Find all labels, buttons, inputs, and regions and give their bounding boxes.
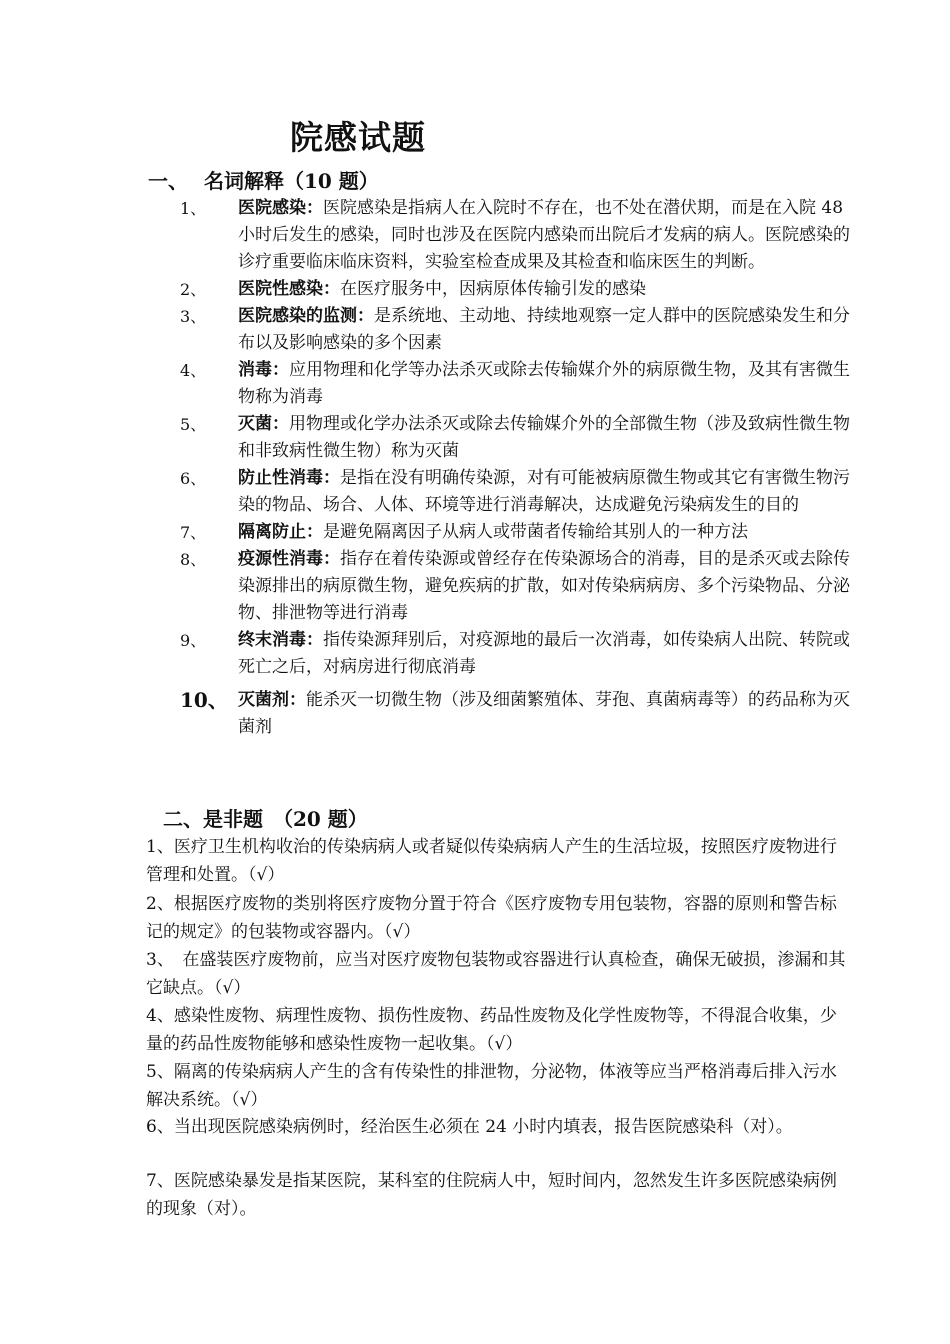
definition-number: 10、 [180, 688, 228, 712]
section1-number: 一、 [148, 169, 188, 193]
true-false-item: 5、隔离的传染病病人产生的含有传染性的排泄物，分泌物，体液等应当严格消毒后排入污水解决系统。（√） [146, 1062, 837, 1110]
definition-text: 应用物理和化学等办法杀灭或除去传输媒介外的病原微生物，及其有害微生物称为消毒 [238, 360, 850, 407]
definition-number: 7、 [180, 523, 207, 542]
definition-term: 灭菌： [238, 414, 289, 434]
definition-term: 灭菌剂： [238, 690, 306, 710]
definition-item [180, 546, 850, 627]
definition-item [180, 276, 850, 303]
definition-term: 医院感染： [238, 198, 323, 218]
definition-term: 消毒： [238, 360, 289, 380]
section1-label: 名词解释（10 题） [204, 169, 379, 193]
definition-item [180, 465, 850, 519]
true-false-item: 6、当出现医院感染病例时，经治医生必须在 24 小时内填表，报告医院感染科（对）。 [146, 1117, 793, 1137]
definition-term: 隔离防止： [238, 522, 323, 542]
definition-item [180, 357, 850, 411]
definition-text: 指存在着传染源或曾经存在传染源场合的消毒，目的是杀灭或去除传染源排出的病原微生物，避免疾病的扩散，如对传染病病房、多个污染物品、分泌物、排泄物等进行消毒 [238, 549, 850, 623]
true-false-item: 7、医院感染暴发是指某医院，某科室的住院病人中，短时间内，忽然发生许多医院感染病例的现象（对）。 [146, 1171, 837, 1219]
page-title: 院感试题 [290, 118, 426, 157]
definition-number: 5、 [180, 415, 207, 434]
true-false-item: 2、根据医疗废物的类别将医疗废物分置于符合《医疗废物专用包装物，容器的原则和警告标记的规定》的包装物或容器内。（√） [146, 894, 837, 942]
definition-text: 指传染源拜别后，对疫源地的最后一次消毒，如传染病人出院、转院或死亡之后，对病房进行彻底消毒 [238, 630, 850, 677]
definition-number: 3、 [180, 307, 207, 326]
definition-text: 用物理或化学办法杀灭或除去传输媒介外的全部微生物（涉及致病性微生物和非致病性微生物）称为灭菌 [238, 414, 850, 461]
true-false-item: 4、感染性废物、病理性废物、损伤性废物、药品性废物及化学性废物等，不得混合收集，少量的药品性废物能够和感染性废物一起收集。（√） [146, 1006, 837, 1054]
definition-term: 终末消毒： [238, 630, 323, 650]
definition-number: 9、 [180, 631, 207, 650]
definition-text: 是指在没有明确传染源，对有可能被病原微生物或其它有害微生物污染的物品、场合、人体、环境等进行消毒解决，达成避免污染病发生的目的 [238, 468, 850, 515]
definition-number: 1、 [180, 199, 207, 218]
definition-text: 是避免隔离因子从病人或带菌者传输给其别人的一种方法 [323, 522, 748, 542]
true-false-item: 3、 在盛装医疗废物前，应当对医疗废物包装物或容器进行认真检查，确保无破损，渗漏和其它缺点。（√） [146, 950, 846, 998]
definition-term: 医院感染的监测： [238, 306, 374, 326]
section1-heading [148, 165, 379, 194]
definition-item [180, 687, 850, 741]
definition-term: 疫源性消毒： [238, 549, 340, 569]
definition-number: 4、 [180, 361, 207, 380]
definition-text: 是系统地、主动地、持续地观察一定人群中的医院感染发生和分布以及影响感染的多个因素 [238, 306, 850, 353]
section2-heading: 二、是非题 （20 题） [163, 807, 368, 831]
definition-item [180, 411, 850, 465]
definition-text: 医院感染是指病人在入院时不存在，也不处在潜伏期，而是在入院 48 小时后发生的感染，同时也涉及在医院内感染而出院后才发病的病人。医院感染的诊疗重要临床临床资料，实验室检查成果及其检查和临床医生的判断。 [238, 198, 850, 272]
definition-item [180, 627, 850, 681]
definition-term: 防止性消毒： [238, 468, 340, 488]
definition-item [180, 303, 850, 357]
definition-text: 能杀灭一切微生物（涉及细菌繁殖体、芽孢、真菌病毒等）的药品称为灭菌剂 [238, 690, 850, 737]
true-false-item: 1、医疗卫生机构收治的传染病病人或者疑似传染病病人产生的生活垃圾，按照医疗废物进行管理和处置。（√） [146, 837, 837, 885]
definition-number: 6、 [180, 469, 207, 488]
definition-term: 医院性感染： [238, 279, 340, 299]
definition-item [180, 519, 850, 546]
definition-text: 在医疗服务中，因病原体传输引发的感染 [340, 279, 646, 299]
definition-number: 8、 [180, 550, 207, 569]
definition-number: 2、 [180, 280, 207, 299]
definition-list [180, 195, 850, 741]
definition-item [180, 195, 850, 276]
